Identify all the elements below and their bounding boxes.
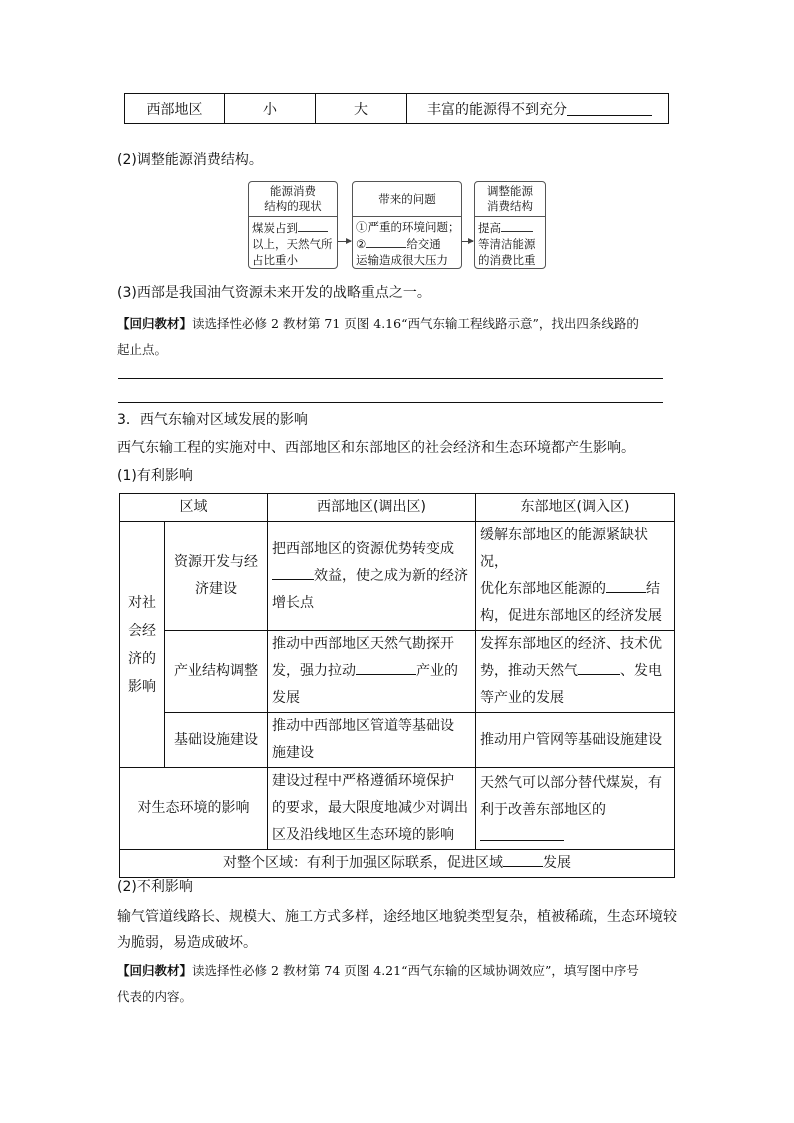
table-header-row [120,494,675,522]
cell-line: 天然气可以部分替代煤炭，有 [480,774,662,791]
label-line: 对社 [128,594,156,611]
cell-line: 发展 [272,690,300,706]
flow-text: 以上，天然气所 [252,237,333,251]
cell-line: 等产业的发展 [480,690,564,706]
answer-blank[interactable] [567,101,652,116]
heading-3: 3．西气东输对区域发展的影响 [117,412,308,428]
social-impact-label [120,522,165,768]
cell-west-industry [268,631,476,713]
top-table-region: 西部地区 [125,94,225,123]
review-text: 起止点。 [117,342,168,357]
cell-line: 势，推动天然气 [480,663,578,679]
cell-west-ecology [268,768,476,850]
impact-table [119,493,675,878]
answer-line[interactable] [118,402,663,403]
flow-head-line: 消费结构 [487,199,533,213]
cell-line: 产业的 [416,663,458,679]
arrow-right-icon [338,241,351,242]
cell-east-ecology [476,768,675,850]
table-row [120,522,675,631]
review-tag: 【回归教材】 [117,316,193,331]
review-text: 代表的内容。 [117,989,193,1004]
cell-line: 、发电 [620,663,662,679]
cell-line: 增长点 [272,594,314,611]
cell-line: 发挥东部地区的经济、技术优 [480,636,662,652]
flow-text: 运输造成很大压力 [356,253,448,267]
header-east: 东部地区(调入区) [476,494,675,522]
answer-blank[interactable] [501,219,533,232]
cell-line: 推动中西部地区管道等基础设 [272,718,454,734]
flow-text: 给交通 [406,237,441,251]
cell-line: 发，强力拉动 [272,663,356,679]
review-note-2 [117,958,639,1010]
cell-line: 区及沿线地区生态环境的影响 [272,827,454,843]
table-row [120,713,675,768]
cell-east-industry [476,631,675,713]
header-region: 区域 [120,494,268,522]
whole-region-cell [120,850,675,878]
flow-text: 占比重小 [252,253,298,267]
intro-text: 西气东输工程的实施对中、西部地区和东部地区的社会经济和生态环境都产生影响。 [117,440,635,456]
table-footer-row [120,850,675,878]
flow-text: ② [356,237,367,251]
flow-text: ①严重的环境问题； [356,220,460,234]
top-table-col4 [407,94,668,123]
review-note-1 [117,311,639,363]
review-text: 读选择性必修 2 教材第 74 页图 4.21“西气东输的区域协调效应”，填写图中序号 [192,963,639,978]
flow-head-line: 带来的问题 [378,191,436,206]
cell-line: 的要求，最大限度地减少对调出 [272,800,468,816]
answer-blank[interactable] [298,219,328,232]
cell-line: 效益，使之成为新的经济 [314,567,468,584]
cell-line: 缓解东部地区的能源紧缺状况， [480,527,648,570]
flow-head-line: 结构的现状 [264,199,322,213]
row-label-infrastructure: 基础设施建设 [165,713,268,768]
flow-text: 的消费比重 [478,253,536,267]
cell-line: 优化东部地区能源的 [480,581,606,597]
top-table-col3: 大 [316,94,407,123]
paragraph-line: 为脆弱，易造成破坏。 [117,935,257,951]
flow-box-adjust-body [475,217,545,269]
cell-line: 利于改善东部地区的 [480,801,606,818]
flow-box-problems-head [353,182,461,217]
cell-line: 把西部地区的资源优势转变成 [272,540,454,557]
cell-line: 建设过程中严格遵循环境保护 [272,773,454,789]
flow-text: 等清洁能源 [478,237,536,251]
flow-text: 煤炭占到 [252,221,298,235]
flow-head-line: 调整能源 [487,184,533,198]
row-label-resource [165,522,268,631]
flow-box-status-head [249,182,337,217]
answer-blank[interactable] [480,826,564,841]
label-line: 资源开发与经 [174,554,258,570]
answer-blank[interactable] [366,235,406,248]
flow-box-adjust-head [475,182,545,217]
flow-box-problems-body [353,217,461,269]
cell-east-resource [476,522,675,631]
cell-line: 对整个区域：有利于加强区际联系，促进区域 [223,855,503,871]
row-label-ecology: 对生态环境的影响 [120,768,268,850]
label-line: 影响 [128,678,156,695]
cell-line: 施建设 [272,745,314,761]
label-line: 会经 [128,622,156,639]
favorable-title: (1)有利影响 [117,468,193,484]
cell-line: 构，促进东部地区的经济发展 [480,608,662,624]
cell-line: 结 [646,581,660,597]
arrow-right-icon [462,241,473,242]
cell-west-infrastructure [268,713,476,768]
table-row [120,768,675,850]
answer-blank[interactable] [606,578,646,593]
flow-head-line: 能源消费 [270,184,316,198]
answer-blank[interactable] [578,660,620,675]
flow-box-status-body [249,217,337,269]
cell-west-resource [268,522,476,631]
unfavorable-text [117,904,677,956]
flow-box-adjust [474,181,546,269]
section2-title: (2)调整能源消费结构。 [117,152,263,168]
review-text: 读选择性必修 2 教材第 71 页图 4.16“西气东输工程线路示意”，找出四条线路的 [192,316,639,331]
label-line: 济建设 [195,581,237,597]
cell-line: 推动中西部地区天然气勘探开 [272,636,454,652]
flow-box-problems [352,181,462,269]
cell-line: 发展 [543,855,571,871]
unfavorable-title: (2)不利影响 [117,879,193,895]
cell-east-infrastructure: 推动用户管网等基础设施建设 [476,713,675,768]
row-label-industry: 产业结构调整 [165,631,268,713]
top-table [124,93,669,124]
section3-line: (3)西部是我国油气资源未来开发的战略重点之一。 [117,285,431,301]
label-line: 济的 [128,650,156,667]
flow-box-status [248,181,338,269]
header-west: 西部地区(调出区) [268,494,476,522]
paragraph-line: 输气管道线路长、规模大、施工方式多样，途经地区地貌类型复杂，植被稀疏，生态环境较 [117,909,677,925]
top-table-col2: 小 [225,94,316,123]
answer-blank[interactable] [356,660,416,675]
top-table-col4-text: 丰富的能源得不到充分 [427,101,567,118]
flow-text: 提高 [478,221,501,235]
answer-line[interactable] [118,378,663,379]
table-row [120,631,675,713]
answer-blank[interactable] [272,565,314,580]
answer-blank[interactable] [503,852,543,867]
review-tag: 【回归教材】 [117,963,193,978]
